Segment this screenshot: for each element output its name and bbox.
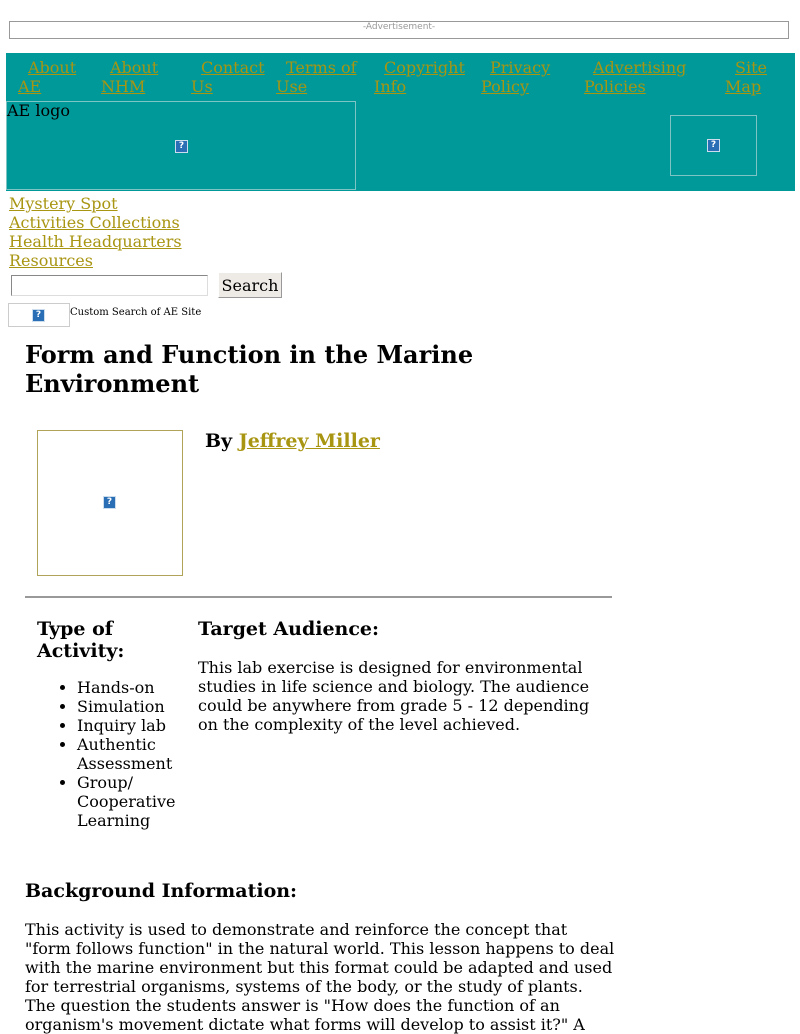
sidebar-link-activities-collections[interactable]: Activities Collections xyxy=(9,213,180,232)
nav-copyright-info[interactable]: Copyright Info xyxy=(374,58,465,96)
list-item: • Hands-on xyxy=(77,678,187,697)
list-item: • Group/ Cooperative Learning xyxy=(77,773,187,830)
background-section xyxy=(25,880,615,1034)
broken-image-icon: ? xyxy=(175,140,188,153)
background-heading: Background Information: xyxy=(25,880,298,902)
author-link[interactable]: Jeffrey Miller xyxy=(238,430,380,452)
sidebar-link-mystery-spot[interactable]: Mystery Spot xyxy=(9,194,118,213)
broken-image-icon: ? xyxy=(707,139,720,152)
sidebar-link-health-headquarters[interactable]: Health Headquarters xyxy=(9,232,182,251)
site-header xyxy=(6,53,795,191)
sidebar-link-resources[interactable]: Resources xyxy=(9,251,93,270)
type-of-activity-section xyxy=(37,618,187,830)
nav-about-nhm[interactable]: About NHM xyxy=(101,58,159,96)
list-item: • Authentic Assessment xyxy=(77,735,187,773)
advertisement-banner xyxy=(9,21,789,39)
list-item: • Inquiry lab xyxy=(77,716,187,735)
type-of-activity-heading: Type of Activity: xyxy=(37,618,125,662)
background-text: This activity is used to demonstrate and reinforce the concept that "form follows function" in the natural world. This lesson happens to deal with the marine environment but this format could be adapted and used for terrestrial organisms, systems of the body, or the study of plants. The question the students answer is "How does the function of an organism's movement dictate what forms will develop to assist it?" A xyxy=(25,920,615,1034)
nav-privacy-policy[interactable]: Privacy Policy xyxy=(481,58,551,96)
byline xyxy=(205,429,380,453)
nav-contact-us[interactable]: Contact Us xyxy=(191,58,265,96)
ae-logo[interactable] xyxy=(6,101,356,190)
custom-search-logo xyxy=(8,303,70,327)
nav-site-map[interactable]: Site Map xyxy=(725,58,767,96)
header-right-image xyxy=(670,115,757,176)
list-item: • Simulation xyxy=(77,697,187,716)
target-audience-section xyxy=(198,618,598,734)
broken-image-icon: ? xyxy=(103,496,116,509)
nav-advertising-policies[interactable]: Advertising Policies xyxy=(584,58,687,96)
broken-image-icon: ? xyxy=(32,309,45,322)
sidebar-nav xyxy=(9,194,182,270)
logo-alt-text: AE logo xyxy=(7,101,70,120)
nav-about-ae[interactable]: About AE xyxy=(18,58,77,96)
advertisement-label: -Advertisement- xyxy=(362,22,436,32)
byline-prefix: By xyxy=(205,430,239,452)
section-divider xyxy=(25,596,612,598)
target-audience-heading: Target Audience: xyxy=(198,618,380,640)
search-button[interactable]: Search xyxy=(218,272,282,298)
search-input[interactable] xyxy=(11,275,208,296)
nav-terms-of-use[interactable]: Terms of Use xyxy=(276,58,357,96)
custom-search-label: Custom Search of AE Site xyxy=(70,307,202,318)
page-title: Form and Function in the Marine Environment xyxy=(25,340,474,398)
activity-type-list xyxy=(37,678,187,830)
author-photo xyxy=(37,430,183,576)
top-nav xyxy=(6,58,795,98)
target-audience-text: This lab exercise is designed for environmental studies in life science and biology. The audience could be anywhere from grade 5 - 12 depending on the complexity of the level achieved. xyxy=(198,658,590,734)
